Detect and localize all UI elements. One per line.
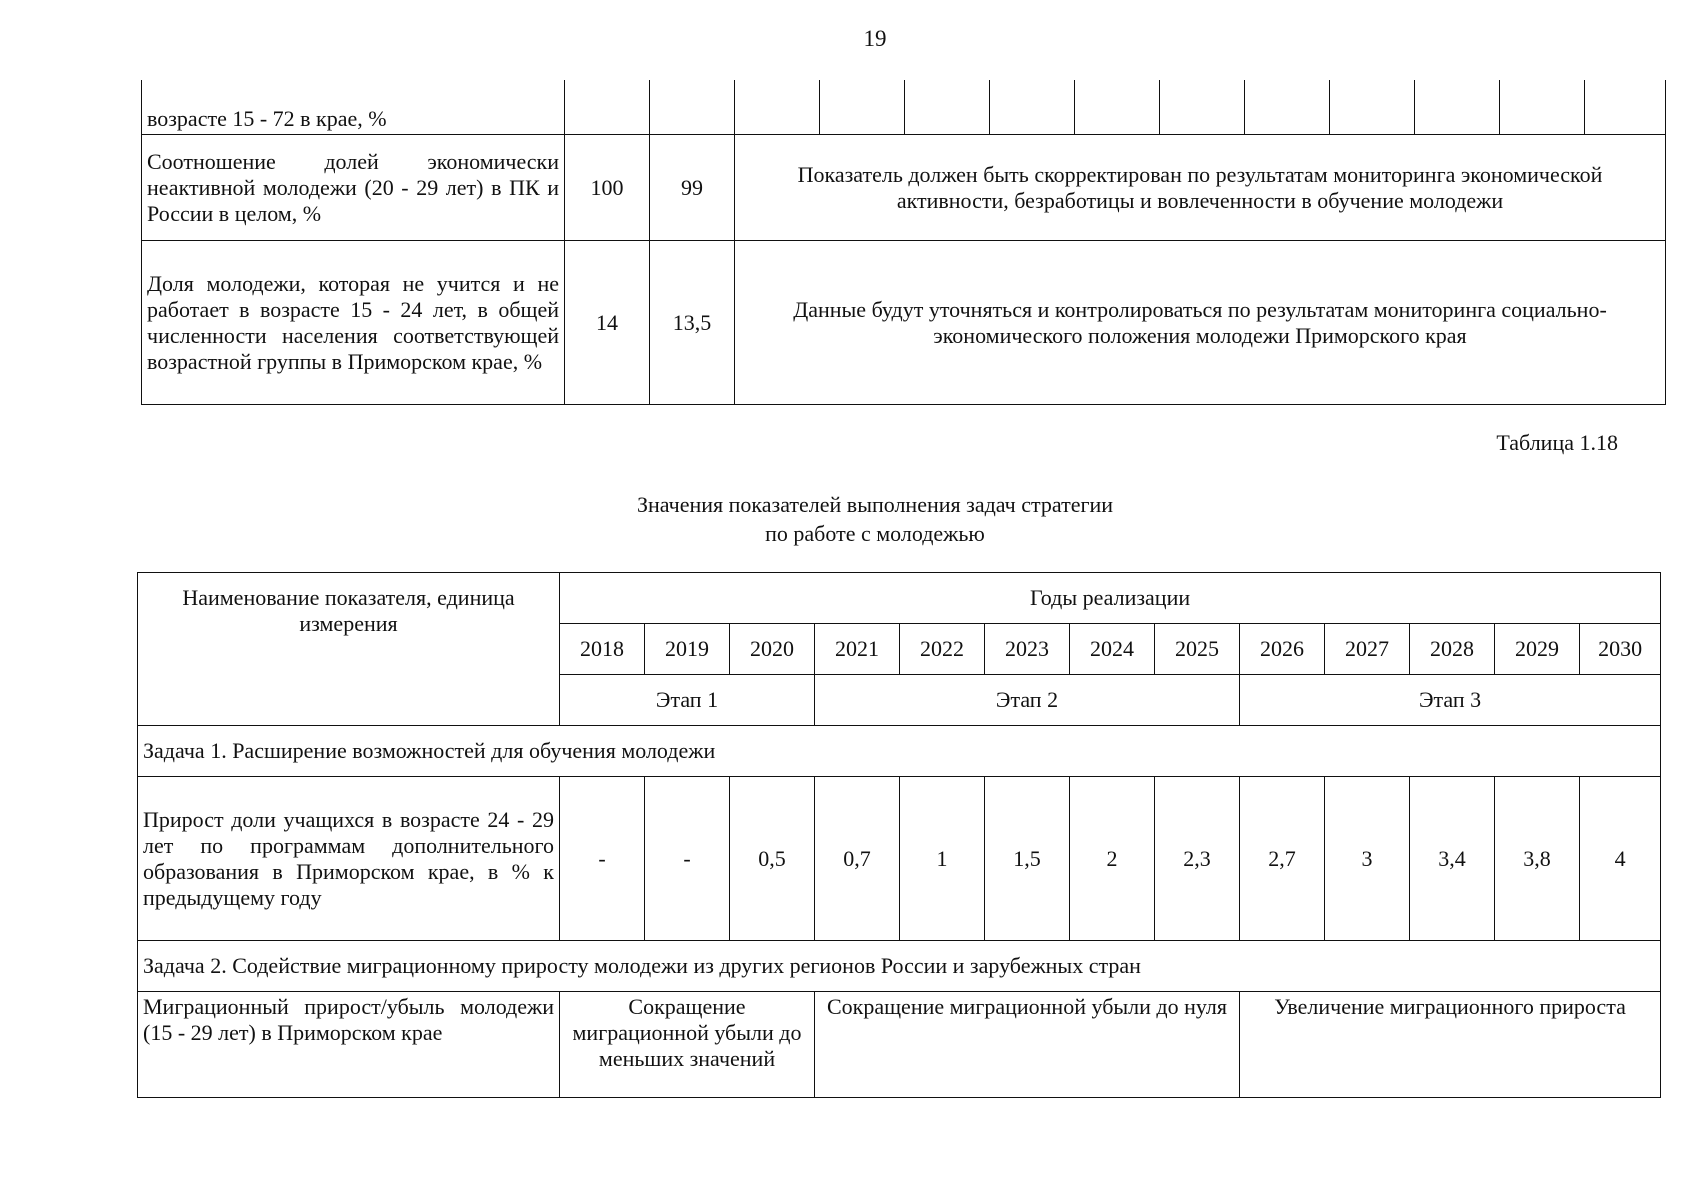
value-cell — [1500, 80, 1585, 135]
task-cell: Задача 1. Расширение возможностей для обучения молодежи — [138, 726, 1661, 777]
value-cell — [1245, 80, 1330, 135]
indicator-name: возрасте 15 - 72 в крае, % — [142, 80, 565, 135]
year-cell: 2024 — [1070, 624, 1155, 675]
value-cell: 3 — [1325, 777, 1410, 941]
value-cell: 3,4 — [1410, 777, 1495, 941]
value-cell: - — [645, 777, 730, 941]
value-cell — [990, 80, 1075, 135]
value-cell: 100 — [565, 135, 650, 241]
stage-cell: Этап 2 — [815, 675, 1240, 726]
table-top-continuation — [141, 80, 1666, 405]
table-title-line: Значения показателей выполнения задач стратегии — [636, 492, 1114, 517]
indicator-name: Миграционный прирост/убыль молодежи (15 - 29 лет) в Приморском крае — [138, 992, 560, 1098]
task-cell: Задача 2. Содействие миграционному приросту молодежи из других регионов России и зарубежных стран — [138, 941, 1661, 992]
year-cell: 2027 — [1325, 624, 1410, 675]
value-cell: 1 — [900, 777, 985, 941]
value-cell: 2,7 — [1240, 777, 1325, 941]
table-row — [138, 992, 1661, 1098]
year-cell: 2026 — [1240, 624, 1325, 675]
value-cell: 0,7 — [815, 777, 900, 941]
value-cell — [1330, 80, 1415, 135]
value-cell: 0,5 — [730, 777, 815, 941]
header-row — [138, 573, 1661, 624]
year-cell: 2028 — [1410, 624, 1495, 675]
year-cell: 2029 — [1495, 624, 1580, 675]
value-cell — [1075, 80, 1160, 135]
table-indicators — [137, 572, 1661, 1098]
year-cell: 2021 — [815, 624, 900, 675]
year-cell: 2022 — [900, 624, 985, 675]
value-cell — [650, 80, 735, 135]
stage-goal-cell: Сокращение миграционной убыли до нуля — [815, 992, 1240, 1098]
value-cell: - — [560, 777, 645, 941]
value-cell — [565, 80, 650, 135]
table-row — [138, 777, 1661, 941]
value-cell: 2,3 — [1155, 777, 1240, 941]
value-cell — [1160, 80, 1245, 135]
stage-goal-cell: Сокращение миграционной убыли до меньших значений — [560, 992, 815, 1098]
table-row — [142, 135, 1666, 241]
year-cell: 2030 — [1580, 624, 1661, 675]
indicator-name: Прирост доли учащихся в возрасте 24 - 29 лет по программам дополнительного образования в Приморском крае, в % к предыдущему году — [138, 777, 560, 941]
task-row — [138, 941, 1661, 992]
year-cell: 2020 — [730, 624, 815, 675]
value-cell: 2 — [1070, 777, 1155, 941]
note-cell: Данные будут уточняться и контролироваться по результатам мониторинга социально-экономического положения молодежи Приморского края — [735, 241, 1666, 405]
year-cell: 2025 — [1155, 624, 1240, 675]
year-cell: 2018 — [560, 624, 645, 675]
value-cell: 1,5 — [985, 777, 1070, 941]
year-cell: 2023 — [985, 624, 1070, 675]
value-cell — [820, 80, 905, 135]
indicator-name: Соотношение долей экономически неактивной молодежи (20 - 29 лет) в ПК и России в целом, % — [142, 135, 565, 241]
year-cell: 2019 — [645, 624, 730, 675]
page-number: 19 — [863, 26, 887, 51]
stage-cell: Этап 3 — [1240, 675, 1661, 726]
value-cell — [1415, 80, 1500, 135]
stage-goal-cell: Увеличение миграционного прироста — [1240, 992, 1661, 1098]
value-cell: 3,8 — [1495, 777, 1580, 941]
table-title-line: по работе с молодежью — [765, 521, 985, 546]
stage-cell: Этап 1 — [560, 675, 815, 726]
value-cell — [735, 80, 820, 135]
task-row — [138, 726, 1661, 777]
indicator-name: Доля молодежи, которая не учится и не работает в возрасте 15 - 24 лет, в общей численности населения соответствующей возрастной группы в Приморском крае, % — [142, 241, 565, 405]
value-cell — [905, 80, 990, 135]
value-cell: 99 — [650, 135, 735, 241]
table-title — [0, 490, 1698, 548]
header-name-cell: Наименование показателя, единица измерения — [138, 573, 560, 726]
table-row — [142, 80, 1666, 135]
value-cell — [1585, 80, 1666, 135]
table-row — [142, 241, 1666, 405]
note-cell: Показатель должен быть скорректирован по результатам мониторинга экономической активности, безработицы и вовлеченности в обучение молодежи — [735, 135, 1666, 241]
value-cell: 4 — [1580, 777, 1661, 941]
value-cell: 13,5 — [650, 241, 735, 405]
header-years-cell: Годы реализации — [560, 573, 1661, 624]
table-number-label: Таблица 1.18 — [1496, 430, 1618, 455]
value-cell: 14 — [565, 241, 650, 405]
